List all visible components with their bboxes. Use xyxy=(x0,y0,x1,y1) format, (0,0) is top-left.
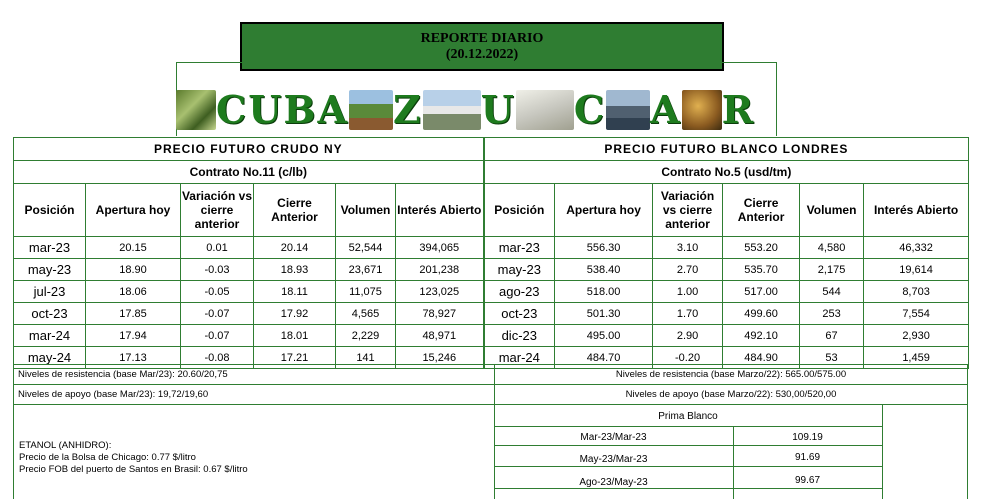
ny-volume: 23,671 xyxy=(336,259,396,281)
ny-open-interest: 78,927 xyxy=(396,303,484,325)
ny-support: Niveles de apoyo (base Mar/23): 19,72/19,60 xyxy=(18,389,209,400)
london-prev-close: 553.20 xyxy=(723,237,800,259)
london-volume: 253 xyxy=(800,303,864,325)
london-prev-close: 484.90 xyxy=(723,347,800,369)
london-open-interest: 46,332 xyxy=(864,237,969,259)
ny-prev-close: 18.93 xyxy=(254,259,336,281)
ny-open: 18.90 xyxy=(86,259,181,281)
london-position: dic-23 xyxy=(484,325,555,347)
ny-contract: Contrato No.11 (c/lb) xyxy=(14,161,484,184)
london-contract: Contrato No.5 (usd/tm) xyxy=(484,161,969,184)
ny-col-position: Posición xyxy=(14,184,86,237)
ny-position: mar-23 xyxy=(14,237,86,259)
london-prev-close: 492.10 xyxy=(723,325,800,347)
london-open: 484.70 xyxy=(555,347,653,369)
logo-letter-r: R xyxy=(721,87,756,132)
prima-line xyxy=(494,488,882,489)
london-col-open: Apertura hoy xyxy=(555,184,653,237)
futures-table xyxy=(13,137,969,369)
london-position: mar-24 xyxy=(484,347,555,369)
ny-volume: 4,565 xyxy=(336,303,396,325)
london-change: 2.90 xyxy=(653,325,723,347)
ny-prev-close: 18.01 xyxy=(254,325,336,347)
london-resistance: Niveles de resistencia (base Marzo/22): 565.00/575.00 xyxy=(615,369,847,380)
london-open: 501.30 xyxy=(555,303,653,325)
table-row xyxy=(14,237,969,259)
logo-letters-cuba: CUBA xyxy=(216,87,349,132)
prima-period: Ago-23/May-23 xyxy=(579,477,648,488)
ny-open-interest: 48,971 xyxy=(396,325,484,347)
london-open-interest: 7,554 xyxy=(864,303,969,325)
ny-open: 18.06 xyxy=(86,281,181,303)
london-change: 3.10 xyxy=(653,237,723,259)
ny-open-interest: 123,025 xyxy=(396,281,484,303)
ny-open: 17.13 xyxy=(86,347,181,369)
ny-change: 0.01 xyxy=(181,237,254,259)
prima-value: 91.69 xyxy=(794,452,821,463)
field-photo xyxy=(349,90,393,130)
report-date: (20.12.2022) xyxy=(445,46,519,62)
prima-title: Prima Blanco xyxy=(658,411,718,422)
logo-letter-c: C xyxy=(573,87,607,132)
prima-value: 109.19 xyxy=(792,432,823,443)
prima-line xyxy=(494,466,882,467)
notes-row-line xyxy=(13,404,968,405)
ny-col-prev-close: Cierre Anterior xyxy=(254,184,336,237)
london-open-interest: 1,459 xyxy=(864,347,969,369)
ny-change: -0.07 xyxy=(181,303,254,325)
ny-open-interest: 15,246 xyxy=(396,347,484,369)
london-position: mar-23 xyxy=(484,237,555,259)
table-row xyxy=(14,281,969,303)
london-position: may-23 xyxy=(484,259,555,281)
sugar-photo xyxy=(516,90,574,130)
factory-photo xyxy=(423,90,481,130)
london-col-prev-close: Cierre Anterior xyxy=(723,184,800,237)
ny-col-volume: Volumen xyxy=(336,184,396,237)
ny-prev-close: 17.21 xyxy=(254,347,336,369)
london-position: oct-23 xyxy=(484,303,555,325)
ny-col-change: Variación vs cierre anterior xyxy=(181,184,254,237)
ny-volume: 141 xyxy=(336,347,396,369)
table-row xyxy=(14,303,969,325)
london-open: 556.30 xyxy=(555,237,653,259)
london-col-position: Posición xyxy=(484,184,555,237)
london-prev-close: 535.70 xyxy=(723,259,800,281)
logo-letter-u: U xyxy=(480,87,516,132)
prima-period: May-23/Mar-23 xyxy=(579,454,648,465)
london-col-volume: Volumen xyxy=(800,184,864,237)
london-volume: 67 xyxy=(800,325,864,347)
london-open: 495.00 xyxy=(555,325,653,347)
notes-row-line xyxy=(13,384,968,385)
london-volume: 4,580 xyxy=(800,237,864,259)
london-change: 1.00 xyxy=(653,281,723,303)
ny-position: may-23 xyxy=(14,259,86,281)
sugarcane-photo xyxy=(176,90,216,130)
prima-period: Mar-23/Mar-23 xyxy=(580,432,647,443)
etanol-santos: Precio FOB del puerto de Santos en Brasil: 0.67 $/litro xyxy=(19,464,248,475)
table-row xyxy=(14,325,969,347)
etanol-title: ETANOL (ANHIDRO): xyxy=(19,440,112,451)
ny-position: oct-23 xyxy=(14,303,86,325)
port-photo xyxy=(606,90,650,130)
london-open-interest: 19,614 xyxy=(864,259,969,281)
report-title: REPORTE DIARIO xyxy=(420,30,544,46)
ny-resistance: Niveles de resistencia (base Mar/23): 20.60/20,75 xyxy=(18,369,228,380)
ny-change: -0.07 xyxy=(181,325,254,347)
london-open-interest: 2,930 xyxy=(864,325,969,347)
ny-position: jul-23 xyxy=(14,281,86,303)
london-open: 538.40 xyxy=(555,259,653,281)
london-support: Niveles de apoyo (base Marzo/22): 530,00/520,00 xyxy=(625,389,837,400)
ny-position: may-24 xyxy=(14,347,86,369)
ny-col-open: Apertura hoy xyxy=(86,184,181,237)
ny-prev-close: 17.92 xyxy=(254,303,336,325)
london-title: PRECIO FUTURO BLANCO LONDRES xyxy=(484,138,969,161)
cubazucar-logo xyxy=(176,88,774,132)
logo-letter-a: A xyxy=(650,87,682,132)
prima-line xyxy=(494,445,882,446)
london-prev-close: 499.60 xyxy=(723,303,800,325)
london-volume: 544 xyxy=(800,281,864,303)
london-change: -0.20 xyxy=(653,347,723,369)
london-change: 2.70 xyxy=(653,259,723,281)
london-volume: 2,175 xyxy=(800,259,864,281)
ny-prev-close: 18.11 xyxy=(254,281,336,303)
ny-col-open-interest: Interés Abierto xyxy=(396,184,484,237)
ny-volume: 52,544 xyxy=(336,237,396,259)
london-change: 1.70 xyxy=(653,303,723,325)
ny-open: 17.94 xyxy=(86,325,181,347)
ny-open: 20.15 xyxy=(86,237,181,259)
ny-change: -0.03 xyxy=(181,259,254,281)
ny-prev-close: 20.14 xyxy=(254,237,336,259)
ny-open: 17.85 xyxy=(86,303,181,325)
london-open-interest: 8,703 xyxy=(864,281,969,303)
prima-value: 99.67 xyxy=(794,475,821,486)
ny-position: mar-24 xyxy=(14,325,86,347)
london-position: ago-23 xyxy=(484,281,555,303)
ny-volume: 2,229 xyxy=(336,325,396,347)
london-prev-close: 517.00 xyxy=(723,281,800,303)
london-col-change: Variación vs cierre anterior xyxy=(653,184,723,237)
logo-letter-z: Z xyxy=(392,87,423,132)
prima-right-border xyxy=(882,404,883,499)
table-row xyxy=(14,259,969,281)
ny-change: -0.08 xyxy=(181,347,254,369)
prima-line xyxy=(494,426,882,427)
ny-volume: 11,075 xyxy=(336,281,396,303)
london-open: 518.00 xyxy=(555,281,653,303)
ny-title: PRECIO FUTURO CRUDO NY xyxy=(14,138,484,161)
london-col-open-interest: Interés Abierto xyxy=(864,184,969,237)
ny-open-interest: 201,238 xyxy=(396,259,484,281)
ny-change: -0.05 xyxy=(181,281,254,303)
london-volume: 53 xyxy=(800,347,864,369)
coins-photo xyxy=(682,90,722,130)
ny-open-interest: 394,065 xyxy=(396,237,484,259)
etanol-chicago: Precio de la Bolsa de Chicago: 0.77 $/litro xyxy=(19,452,196,463)
